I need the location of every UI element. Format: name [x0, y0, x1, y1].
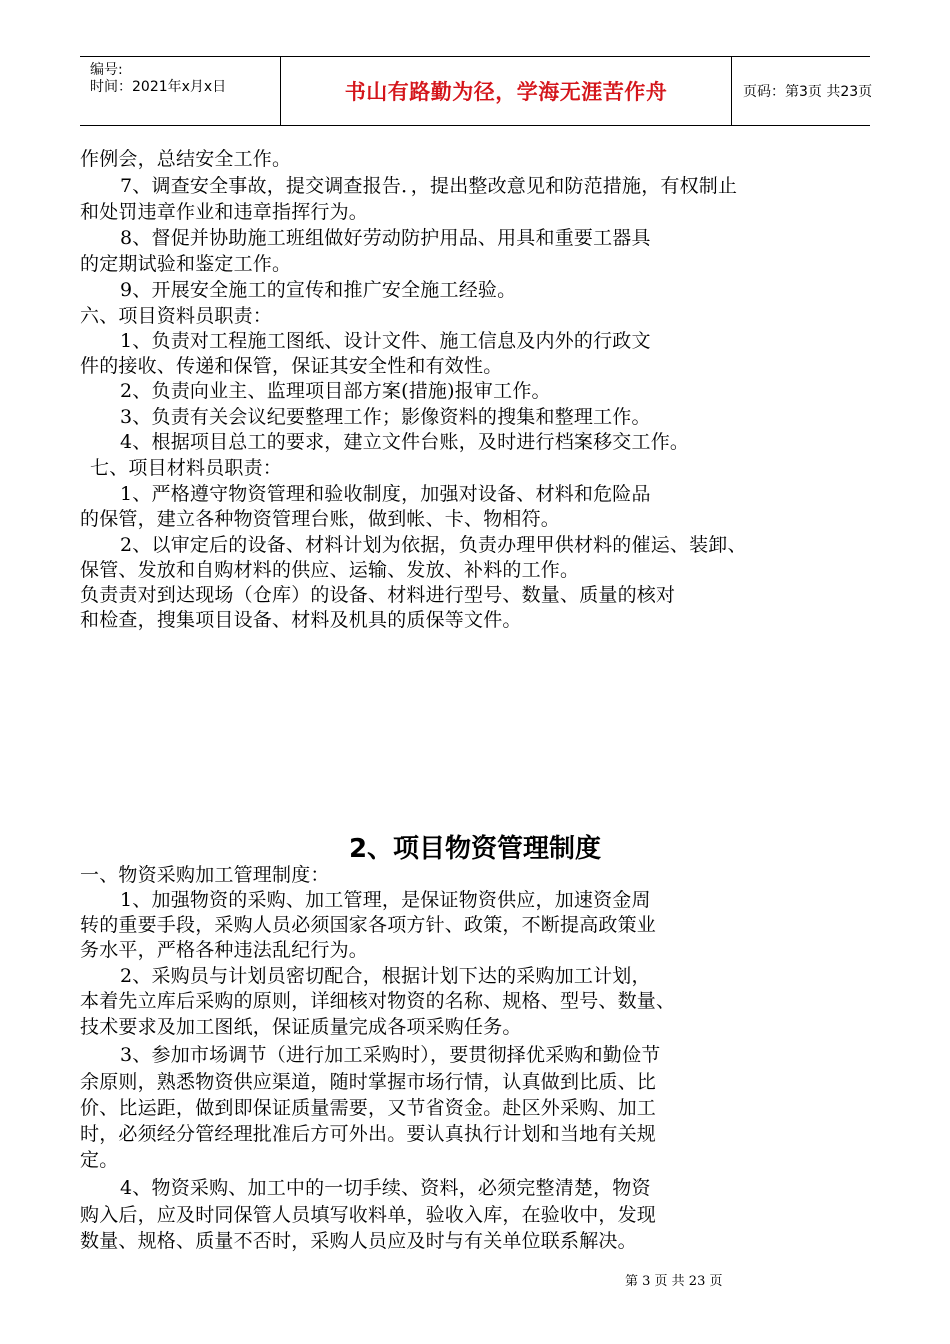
body-line: 保管、发放和自购材料的供应、运输、发放、补料的工作。: [80, 559, 580, 581]
body-line: 转的重要手段，采购人员必须国家各项方针、政策，不断提高政策业: [80, 914, 657, 936]
body-line: 2、负责向业主、监理项目部方案(措施)报审工作。: [120, 380, 551, 402]
body-line: 购入后，应及时同保管人员填写收料单，验收入库，在验收中，发现: [80, 1204, 657, 1226]
body-line: 数量、规格、质量不否时，采购人员应及时与有关单位联系解决。: [80, 1230, 637, 1252]
body-line: 2、以审定后的设备、材料计划为依据，负责办理甲供材料的催运、装卸、: [120, 534, 747, 556]
section-heading: 七、项目材料员职责：: [90, 457, 283, 479]
body-line: 7、调查安全事故，提交调查报告．，提出整改意见和防范措施，有权制止: [120, 175, 738, 197]
header-number-label: 编号:: [90, 62, 123, 78]
body-line: 9、开展安全施工的宣传和推广安全施工经验。: [120, 279, 517, 301]
body-line: 定。: [80, 1149, 119, 1171]
section-heading: 一、物资采购加工管理制度：: [80, 864, 330, 886]
body-line: 件的接收、传递和保管，保证其安全性和有效性。: [80, 355, 503, 377]
body-line: 4、根据项目总工的要求，建立文件台账，及时进行档案移交工作。: [120, 431, 690, 453]
body-line: 本着先立库后采购的原则，详细核对物资的名称、规格、型号、数量、: [80, 990, 676, 1012]
body-line: 1、负责对工程施工图纸、设计文件、施工信息及内外的行政文: [120, 330, 651, 352]
body-line: 和检查，搜集项目设备、材料及机具的质保等文件。: [80, 609, 522, 631]
header-meta-cell: [80, 57, 280, 125]
body-line: 余原则，熟悉物资供应渠道，随时掌握市场行情，认真做到比质、比: [80, 1071, 657, 1093]
body-line: 技术要求及加工图纸，保证质量完成各项采购任务。: [80, 1016, 522, 1038]
section-heading: 六、项目资料员职责：: [80, 305, 273, 327]
body-line: 8、督促并协助施工班组做好劳动防护用品、用具和重要工器具: [120, 227, 651, 249]
body-line: 1、加强物资的采购、加工管理，是保证物资供应，加速资金周: [120, 889, 651, 911]
body-line: 负责责对到达现场（仓库）的设备、材料进行型号、数量、质量的核对: [80, 584, 676, 606]
document-header: [80, 56, 873, 126]
body-line: 作例会，总结安全工作。: [80, 148, 292, 170]
body-line: 4、物资采购、加工中的一切手续、资料，必须完整清楚，物资: [120, 1177, 651, 1199]
body-line: 2、采购员与计划员密切配合，根据计划下达的采购加工计划，: [120, 965, 651, 987]
body-line: 3、负责有关会议纪要整理工作；影像资料的搜集和整理工作。: [120, 406, 651, 428]
header-motto: 书山有路勤为径，学海无涯苦作舟: [280, 57, 732, 125]
body-line: 和处罚违章作业和违章指挥行为。: [80, 201, 369, 223]
header-time-label: 时间：2021年x月x日: [90, 79, 227, 95]
body-line: 时，必须经分管经理批准后方可外出。要认真执行计划和当地有关规: [80, 1123, 657, 1145]
body-line: 1、严格遵守物资管理和验收制度，加强对设备、材料和危险品: [120, 483, 651, 505]
section-title: 2、项目物资管理制度: [348, 834, 602, 864]
body-line: 务水平，严格各种违法乱纪行为。: [80, 939, 369, 961]
body-line: 的保管，建立各种物资管理台账，做到帐、卡、物相符。: [80, 508, 561, 530]
body-line: 价、比运距，做到即保证质量需要，又节省资金。赴区外采购、加工: [80, 1097, 657, 1119]
body-line: 的定期试验和鉴定工作。: [80, 253, 292, 275]
header-page-info: 页码：第3页 共23页: [743, 84, 873, 100]
page-footer: 第 3 页 共 23 页: [625, 1274, 723, 1289]
body-line: 3、参加市场调节（进行加工采购时），要贯彻择优采购和勤俭节: [120, 1044, 661, 1066]
